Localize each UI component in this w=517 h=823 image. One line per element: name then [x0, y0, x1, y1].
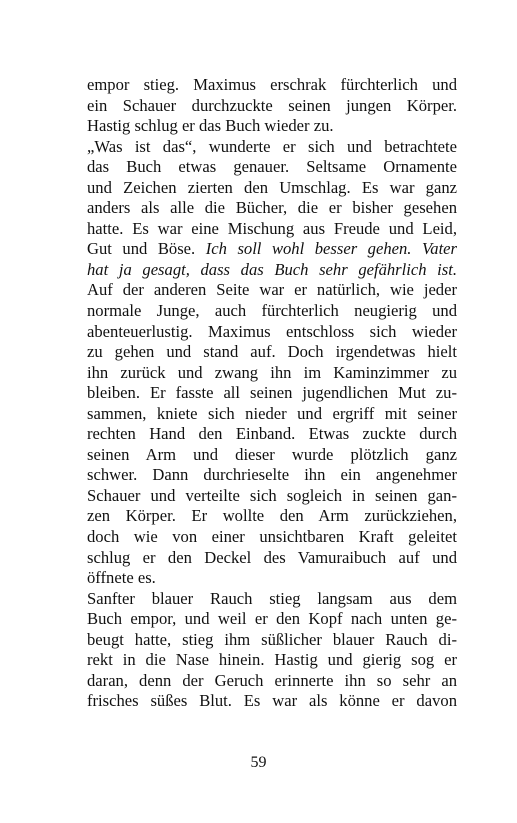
text-line	[87, 691, 457, 712]
text-segment: ihn zurück und zwang ihn im Kaminzimmer zu	[87, 362, 457, 382]
text-line	[87, 280, 457, 301]
text-line	[87, 465, 457, 486]
text-segment: frisches süßes Blut. Es war als könne er davon	[87, 691, 457, 711]
text-segment: daran, denn der Geruch erinnerte ihn so sehr an	[87, 670, 457, 690]
text-segment: anders als alle die Bücher, die er bisher gesehen	[87, 198, 457, 218]
text-line	[87, 609, 457, 630]
page-number: 59	[250, 754, 267, 771]
text-line	[87, 198, 457, 219]
text-line	[87, 445, 457, 466]
text-segment: bleiben. Er fasste all seinen jugendlichen Mut zu-	[87, 383, 457, 403]
text-line	[87, 506, 457, 527]
text-segment: Hastig schlug er das Buch wieder zu.	[87, 116, 334, 136]
text-line	[87, 157, 457, 178]
text-segment: ein Schauer durchzuckte seinen jungen Körper.	[87, 95, 457, 115]
text-segment: Schauer und verteilte sich sogleich in seinen gan-	[87, 485, 457, 505]
text-segment: rechten Hand den Einband. Etwas zuckte durch	[87, 424, 457, 444]
text-segment: zen Körper. Er wollte den Arm zurückziehen,	[87, 506, 457, 526]
text-line	[87, 116, 457, 137]
text-line	[87, 589, 457, 610]
text-line	[87, 219, 457, 240]
text-line	[87, 75, 457, 96]
text-line	[87, 96, 457, 117]
text-line	[87, 239, 457, 260]
text-segment: Gut und Böse.	[87, 239, 206, 259]
text-segment: doch wie von einer unsichtbaren Kraft geleitet	[87, 527, 457, 547]
text-segment: das Buch etwas genauer. Seltsame Ornamente	[87, 157, 457, 177]
text-line	[87, 178, 457, 199]
text-segment: hatte. Es war eine Mischung aus Freude und Leid,	[87, 218, 457, 238]
body-text	[87, 75, 457, 712]
text-line	[87, 424, 457, 445]
text-segment: Auf der anderen Seite war er natürlich, wie jeder	[87, 280, 457, 300]
text-segment: schwer. Dann durchrieselte ihn ein angenehmer	[87, 465, 457, 485]
text-segment: öffnete es.	[87, 568, 156, 588]
text-segment: schlug er den Deckel des Vamuraibuch auf und	[87, 547, 457, 567]
text-segment: sammen, kniete sich nieder und ergriff mit seiner	[87, 403, 457, 423]
text-segment: abenteuerlustig. Maximus entschloss sich wieder	[87, 321, 457, 341]
text-segment: rekt in die Nase hinein. Hastig und gierig sog er	[87, 650, 457, 670]
text-line	[87, 363, 457, 384]
text-segment: seinen Arm und dieser wurde plötzlich ganz	[87, 444, 457, 464]
text-line	[87, 404, 457, 425]
text-segment: Buch empor, und weil er den Kopf nach unten ge-	[87, 609, 457, 629]
text-segment: empor stieg. Maximus erschrak fürchterlich und	[87, 75, 457, 94]
text-segment: und Zeichen zierten den Umschlag. Es war ganz	[87, 177, 457, 197]
text-line	[87, 301, 457, 322]
text-line	[87, 568, 457, 589]
text-line	[87, 137, 457, 158]
text-segment: „Was ist das“, wunderte er sich und betrachtete	[87, 136, 457, 156]
italic-text-segment: Ich soll wohl besser gehen. Vater	[205, 239, 458, 259]
text-segment: zu gehen und stand auf. Doch irgendetwas hielt	[87, 342, 457, 362]
text-line	[87, 630, 457, 651]
text-line	[87, 548, 457, 569]
text-line	[87, 322, 457, 343]
text-segment: normale Junge, auch fürchterlich neugierig und	[87, 301, 457, 321]
text-line	[87, 342, 457, 363]
text-line	[87, 527, 457, 548]
text-line	[87, 671, 457, 692]
text-line	[87, 260, 457, 281]
text-line	[87, 650, 457, 671]
italic-text-segment: hat ja gesagt, dass das Buch sehr gefährlich ist.	[87, 259, 457, 279]
text-segment: beugt hatte, stieg ihm süßlicher blauer Rauch di-	[87, 629, 457, 649]
text-line	[87, 383, 457, 404]
text-segment: Sanfter blauer Rauch stieg langsam aus dem	[87, 588, 457, 608]
text-line	[87, 486, 457, 507]
